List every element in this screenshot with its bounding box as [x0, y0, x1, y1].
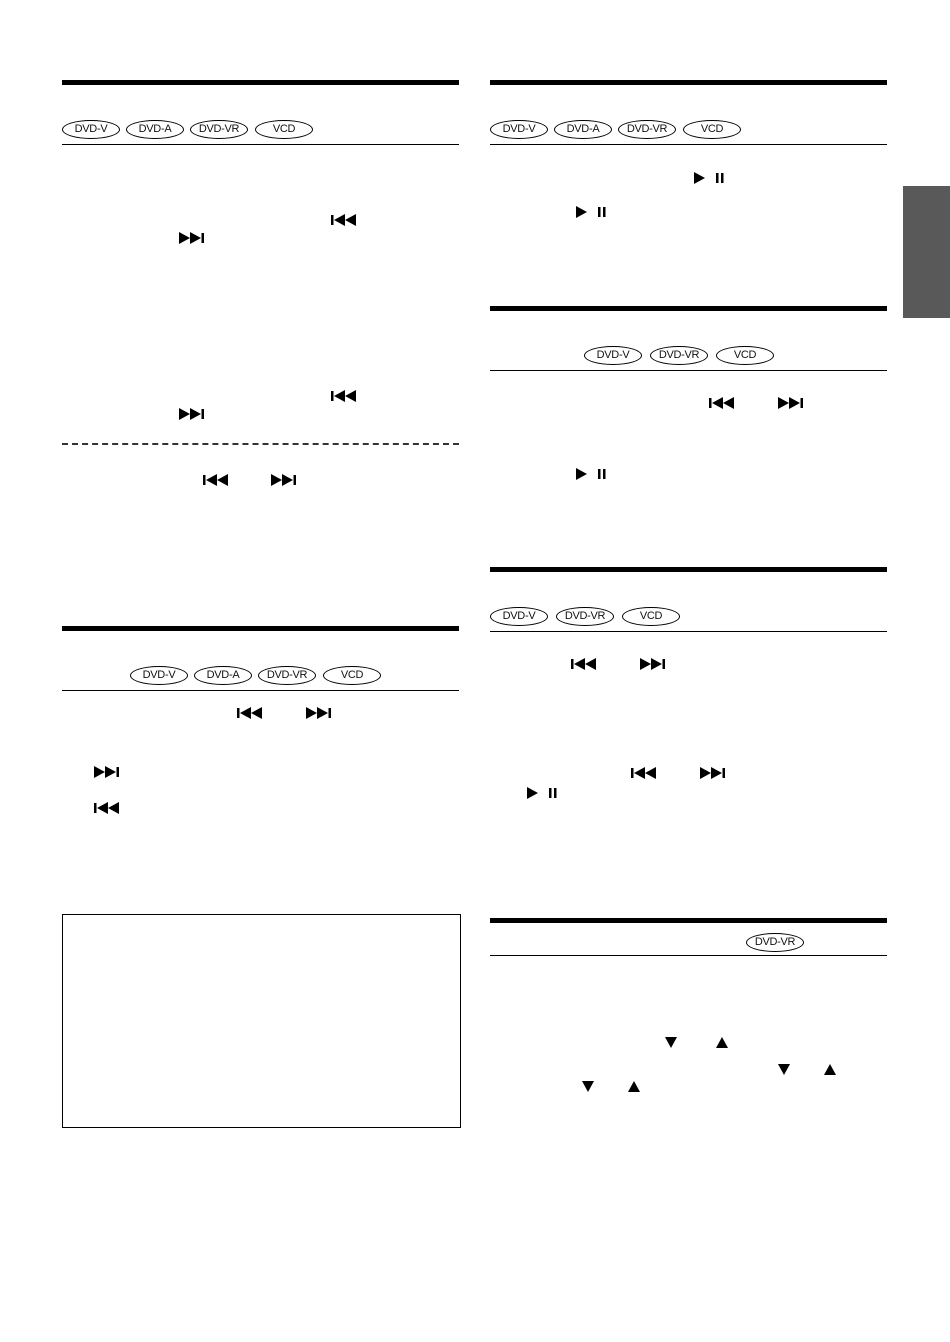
previous-track-icon: [331, 390, 361, 402]
section-rule: [490, 567, 887, 572]
up-arrow-icon: [628, 1081, 640, 1092]
play-pause-icon: [576, 468, 608, 480]
disc-badge-vcd: VCD: [622, 607, 680, 626]
section-subrule: [490, 144, 887, 145]
disc-badge-dvd-vr: DVD-VR: [556, 607, 614, 626]
next-track-icon: [179, 408, 209, 420]
disc-badge-vcd: VCD: [683, 120, 741, 139]
side-index-tab: [903, 186, 950, 318]
disc-badge-dvd-a: DVD-A: [554, 120, 612, 139]
down-arrow-icon: [582, 1081, 594, 1092]
previous-track-icon: [237, 707, 267, 719]
section-subrule: [490, 370, 887, 371]
up-arrow-icon: [716, 1037, 728, 1048]
section-subrule: [490, 631, 887, 632]
down-arrow-icon: [665, 1037, 677, 1048]
section-rule: [490, 306, 887, 311]
dashed-divider: [62, 443, 459, 445]
disc-badge-dvd-a: DVD-A: [194, 666, 252, 685]
disc-badge-dvd-vr: DVD-VR: [746, 933, 804, 952]
disc-badge-dvd-vr: DVD-VR: [650, 346, 708, 365]
next-track-icon: [179, 232, 209, 244]
disc-badge-dvd-v: DVD-V: [62, 120, 120, 139]
down-arrow-icon: [778, 1064, 790, 1075]
section-subrule: [490, 955, 887, 956]
disc-badge-dvd-v: DVD-V: [130, 666, 188, 685]
disc-badge-dvd-v: DVD-V: [584, 346, 642, 365]
notes-box: [62, 914, 461, 1128]
next-track-icon: [700, 767, 730, 779]
next-track-icon: [640, 658, 670, 670]
section-subrule: [62, 690, 459, 691]
disc-badge-vcd: VCD: [323, 666, 381, 685]
next-track-icon: [306, 707, 336, 719]
play-pause-icon: [576, 206, 608, 218]
disc-badge-vcd: VCD: [255, 120, 313, 139]
next-track-icon: [271, 474, 301, 486]
disc-badge-vcd: VCD: [716, 346, 774, 365]
section-rule: [62, 626, 459, 631]
disc-badge-dvd-vr: DVD-VR: [190, 120, 248, 139]
disc-badge-dvd-v: DVD-V: [490, 120, 548, 139]
disc-badge-dvd-v: DVD-V: [490, 607, 548, 626]
disc-badge-dvd-vr: DVD-VR: [258, 666, 316, 685]
play-pause-icon: [694, 172, 726, 184]
disc-badge-dvd-vr: DVD-VR: [618, 120, 676, 139]
section-rule: [490, 918, 887, 923]
previous-track-icon: [203, 474, 233, 486]
up-arrow-icon: [824, 1064, 836, 1075]
next-track-icon: [778, 397, 808, 409]
disc-badge-dvd-a: DVD-A: [126, 120, 184, 139]
previous-track-icon: [709, 397, 739, 409]
previous-track-icon: [331, 214, 361, 226]
next-track-icon: [94, 766, 124, 778]
previous-track-icon: [94, 802, 124, 814]
section-rule: [62, 80, 459, 85]
section-subrule: [62, 144, 459, 145]
section-rule: [490, 80, 887, 85]
play-pause-icon: [527, 787, 559, 799]
previous-track-icon: [571, 658, 601, 670]
previous-track-icon: [631, 767, 661, 779]
